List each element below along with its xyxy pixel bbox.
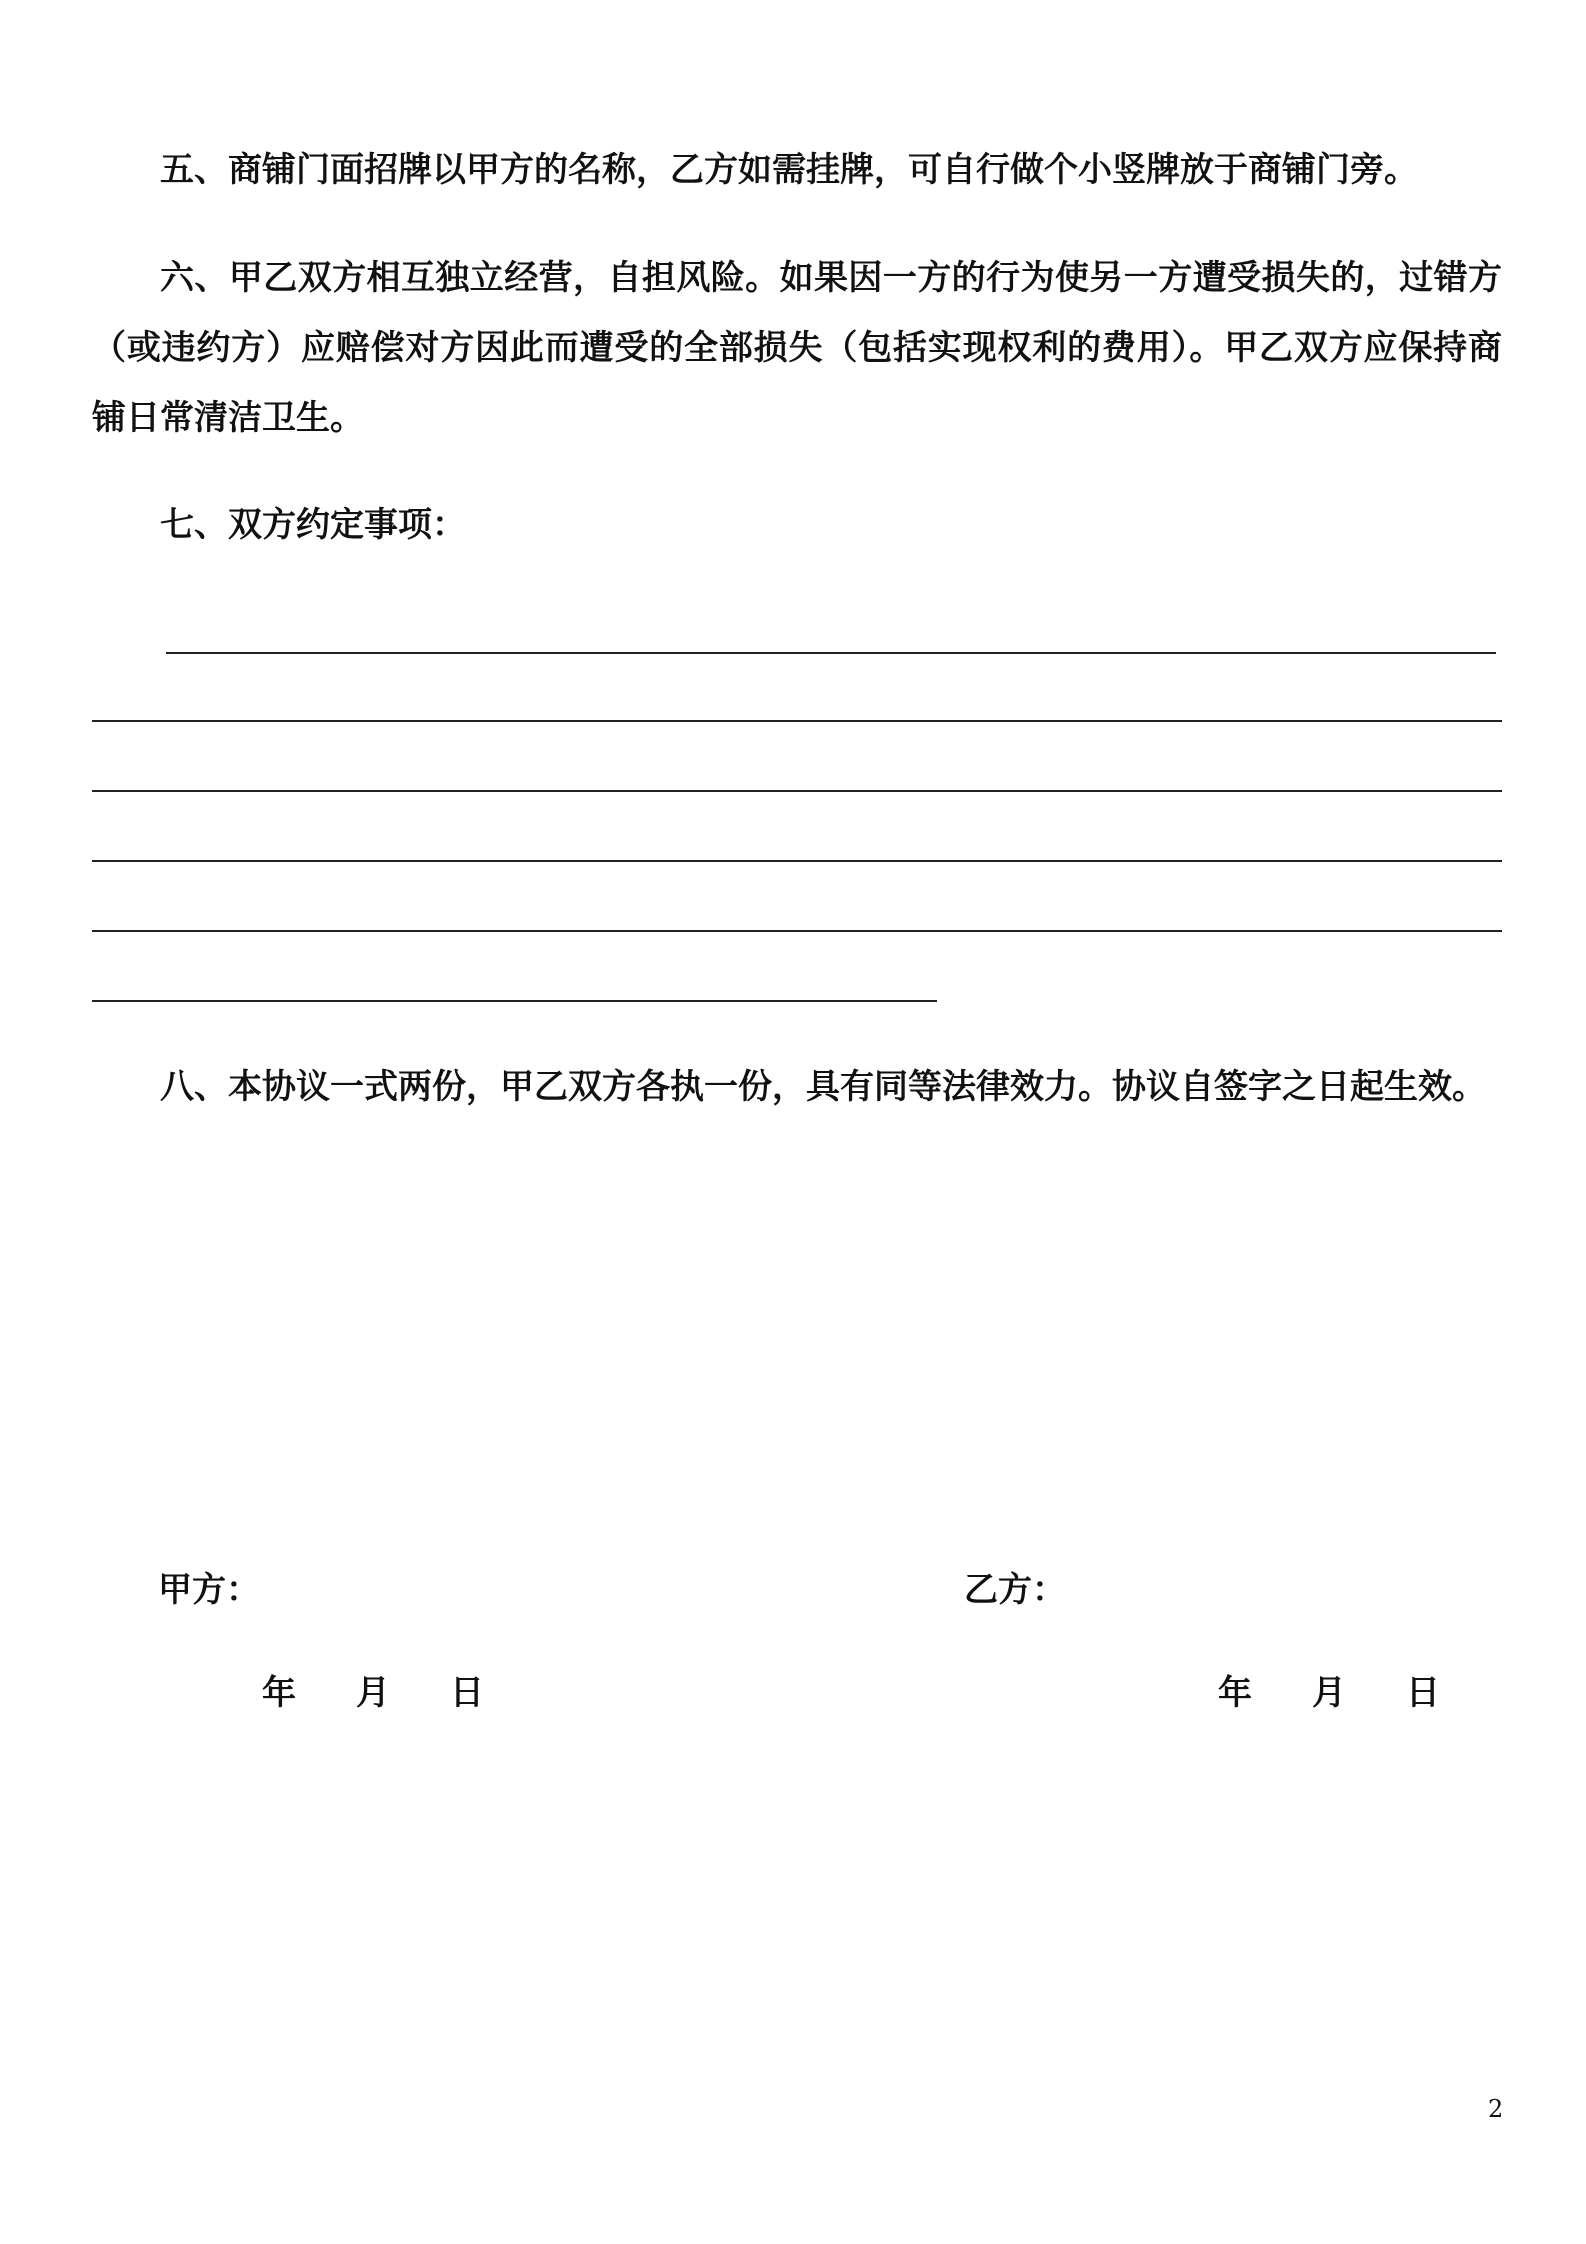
clause-eight: 八、本协议一式两份，甲乙双方各执一份，具有同等法律效力。协议自签字之日起生效。	[160, 1067, 1486, 1107]
clause-seven-heading: 七、双方约定事项：	[160, 505, 466, 545]
date-year: 年	[1218, 1673, 1252, 1713]
party-b-label: 乙方：	[964, 1570, 1066, 1610]
date-day: 日	[450, 1673, 484, 1713]
party-a-date	[262, 1668, 484, 1718]
date-month: 月	[1312, 1673, 1346, 1713]
blank-line	[92, 790, 1502, 792]
party-b-date	[1218, 1668, 1440, 1718]
blank-line	[92, 860, 1502, 862]
blank-line	[166, 652, 1496, 654]
page-number: 2	[1488, 2095, 1504, 2123]
date-month: 月	[356, 1673, 390, 1713]
blank-line	[92, 720, 1502, 722]
blank-line	[92, 1000, 937, 1002]
blank-line	[92, 930, 1502, 932]
party-a-label: 甲方：	[158, 1570, 260, 1610]
clause-five: 五、商铺门面招牌以甲方的名称，乙方如需挂牌，可自行做个小竖牌放于商铺门旁。	[160, 150, 1418, 190]
date-year: 年	[262, 1673, 296, 1713]
date-day: 日	[1406, 1673, 1440, 1713]
clause-six: 六、甲乙双方相互独立经营，自担风险。如果因一方的行为使另一方遭受损失的，过错方（或违约方）应赔偿对方因此而遭受的全部损失（包括实现权利的费用）。甲乙双方应保持商铺日常清洁卫生。	[92, 258, 1502, 438]
